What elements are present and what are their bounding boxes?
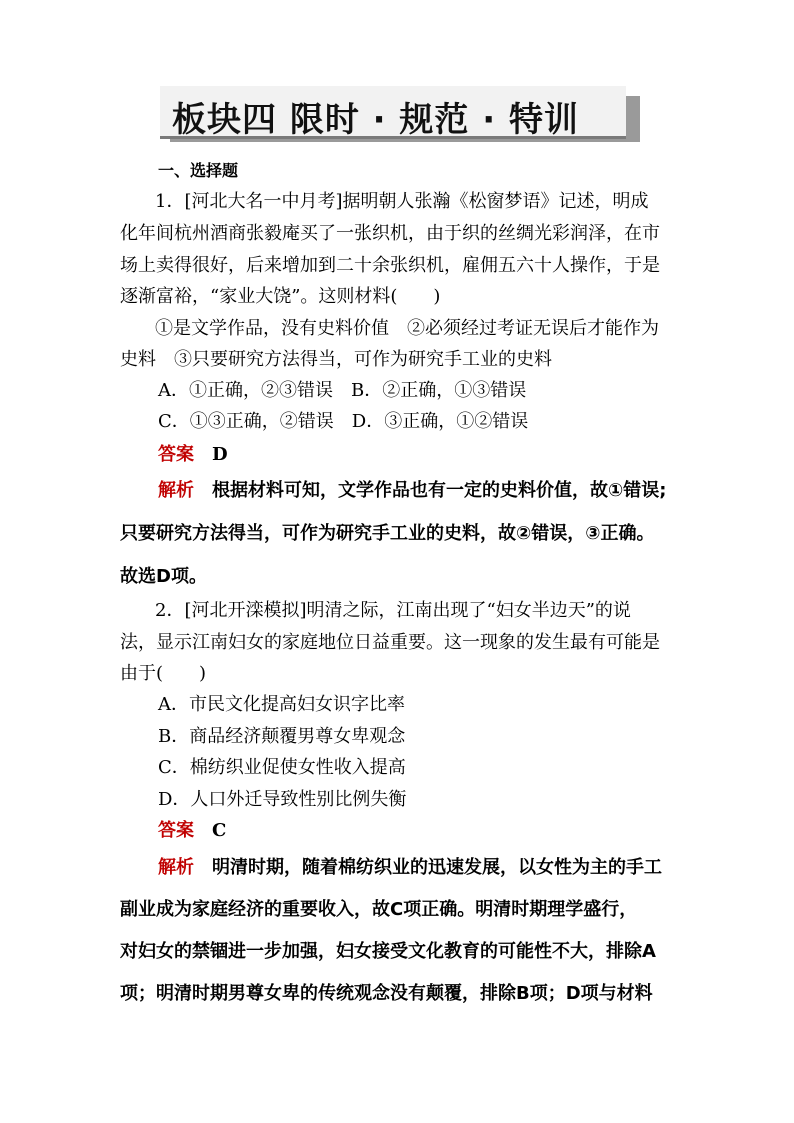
q1-analysis-line3: 故选D项。: [120, 566, 207, 587]
q2-analysis-line3: 对妇女的禁锢进一步加强，妇女接受文化教育的可能性不大，排除A: [120, 941, 656, 962]
q2-analysis-line4: 项；明清时期男尊女卑的传统观念没有颠覆，排除B项；D项与材料: [120, 983, 653, 1004]
q1-stem-line1: 1．[河北大名一中月考]据明朝人张瀚《松窗梦语》记述，明成: [155, 191, 649, 212]
q1-analysis-line2: 只要研究方法得当，可作为研究手工业的史料，故②错误，③正确。: [120, 523, 655, 544]
q1-analysis-line1: [158, 479, 666, 503]
analysis-label: 解析: [158, 480, 194, 501]
q2-option-a: A．市民文化提高妇女识字比率: [158, 694, 405, 715]
q2-option-c: C．棉纺织业促使女性收入提高: [158, 757, 406, 778]
banner-box: [160, 86, 626, 139]
q1-stem-line3: 场上卖得很好，后来增加到二十余张织机，雇佣五六十人操作，于是: [120, 255, 660, 276]
answer-value: D: [212, 444, 228, 465]
analysis-label: 解析: [158, 857, 194, 878]
analysis-text: 明清时期，随着棉纺织业的迅速发展，以女性为主的手工: [212, 857, 662, 878]
analysis-text: 根据材料可知，文学作品也有一定的史料价值，故①错误;: [212, 480, 667, 501]
q1-options-ab: A．①正确，②③错误 B．②正确，①③错误: [158, 380, 527, 401]
q1-statement-line1: ①是文学作品，没有史料价值 ②必须经过考证无误后才能作为: [155, 318, 659, 339]
section-heading: 一、选择题: [158, 161, 239, 180]
q1-options-cd: C．①③正确，②错误 D．③正确，①②错误: [158, 411, 529, 432]
q2-analysis-line2: 副业成为家庭经济的重要收入，故C项正确。明清时期理学盛行，: [120, 899, 638, 920]
page-title: 板块四 限时 · 规范 · 特训: [172, 100, 580, 140]
q1-answer-row: [158, 443, 228, 467]
q2-analysis-line1: [158, 856, 662, 880]
q2-option-b: B．商品经济颠覆男尊女卑观念: [158, 726, 406, 747]
answer-label: 答案: [158, 820, 194, 841]
q2-option-d: D．人口外迁导致性别比例失衡: [158, 789, 407, 810]
q2-answer-row: [158, 819, 226, 843]
answer-value: C: [212, 820, 227, 841]
q2-stem-line1: 2．[河北开滦模拟]明清之际，江南出现了“妇女半边天”的说: [155, 600, 631, 621]
q1-stem-line2: 化年间杭州酒商张毅庵买了一张织机，由于织的丝绸光彩润泽，在市: [120, 223, 660, 244]
answer-label: 答案: [158, 444, 194, 465]
q1-stem-line4: 逐渐富裕，“家业大饶”。这则材料( ): [120, 286, 441, 307]
header-banner: [160, 86, 638, 150]
q2-stem-line3: 由于( ): [120, 663, 207, 684]
q1-statement-line2: 史料 ③只要研究方法得当，可作为研究手工业的史料: [120, 349, 552, 370]
q2-stem-line2: 法，显示江南妇女的家庭地位日益重要。这一现象的发生最有可能是: [120, 632, 660, 653]
